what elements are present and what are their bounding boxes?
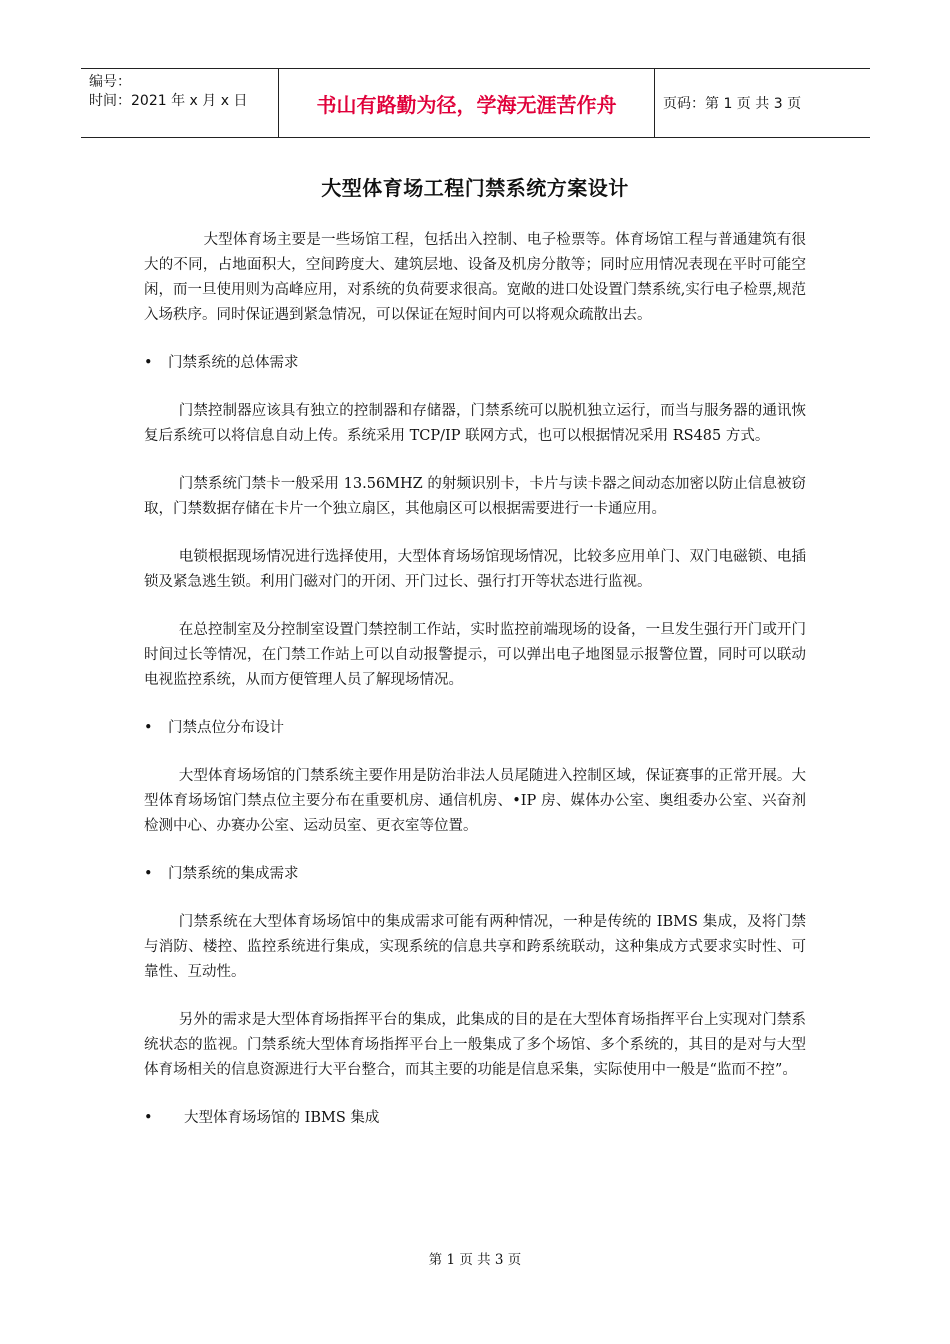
paragraph: 电锁根据现场情况进行选择使用，大型体育场场馆现场情况，比较多应用单门、双门电磁锁、电插锁及紧急逃生锁。利用门磁对门的开闭、开门过长、强行打开等状态进行监视。: [144, 549, 806, 590]
document-body: [144, 228, 806, 1154]
bullet-heading: [144, 862, 806, 887]
paragraph: 另外的需求是大型体育场指挥平台的集成，此集成的目的是在大型体育场指挥平台上实现对门禁系统状态的监视。门禁系统大型体育场指挥平台上一般集成了多个场馆、多个系统的，其目的是对与大型体育场相关的信息资源进行大平台整合，而其主要的功能是信息采集，实际使用中一般是“监而不控”。: [144, 1012, 806, 1078]
paragraph: 门禁系统门禁卡一般采用 13.56MHZ 的射频识别卡，卡片与读卡器之间动态加密以防止信息被窃取，门禁数据存储在卡片一个独立扇区，其他扇区可以根据需要进行一卡通应用。: [144, 476, 806, 517]
bullet-marker: •: [144, 866, 153, 882]
bullet-heading-text: 大型体育场场馆的 IBMS 集成: [184, 1110, 380, 1126]
time-label: 时间：2021 年 x 月 x 日: [89, 93, 248, 109]
header-page-info: 页码：第 1 页 共 3 页: [663, 96, 802, 112]
bullet-marker: •: [144, 720, 153, 736]
bullet-marker: •: [144, 355, 153, 371]
bullet-heading-text: 门禁系统的总体需求: [168, 355, 299, 371]
bullet-heading: [144, 1106, 806, 1131]
paragraph: 大型体育场场馆的门禁系统主要作用是防治非法人员尾随进入控制区域，保证赛事的正常开展。大型体育场场馆门禁点位主要分布在重要机房、通信机房、•IP 房、媒体办公室、奥组委办公室、兴奋剂检测中心、办赛办公室、运动员室、更衣室等位置。: [144, 768, 806, 834]
paragraph: 门禁控制器应该具有独立的控制器和存储器，门禁系统可以脱机独立运行，而当与服务器的通讯恢复后系统可以将信息自动上传。系统采用 TCP/IP 联网方式，也可以根据情况采用 RS485 方式。: [144, 403, 806, 444]
header-table: [81, 68, 870, 138]
paragraph: 门禁系统在大型体育场场馆中的集成需求可能有两种情况，一种是传统的 IBMS 集成，及将门禁与消防、楼控、监控系统进行集成，实现系统的信息共享和跨系统联动，这种集成方式要求实时性、可靠性、互动性。: [144, 914, 806, 980]
document-title: 大型体育场工程门禁系统方案设计: [321, 176, 629, 200]
bullet-marker: •: [144, 1110, 153, 1126]
bullet-heading-text: 门禁点位分布设计: [168, 720, 284, 736]
header-meta: [81, 69, 279, 137]
bullet-heading: [144, 716, 806, 741]
page-footer: 第 1 页 共 3 页: [428, 1252, 522, 1268]
number-label: 编号：: [89, 74, 131, 90]
bullet-heading: [144, 351, 806, 376]
bullet-heading-text: 门禁系统的集成需求: [168, 866, 299, 882]
header-motto: 书山有路勤为径，学海无涯苦作舟: [279, 69, 655, 137]
paragraph: 在总控制室及分控制室设置门禁控制工作站，实时监控前端现场的设备，一旦发生强行开门或开门时间过长等情况，在门禁工作站上可以自动报警提示，可以弹出电子地图显示报警位置，同时可以联动电视监控系统，从而方便管理人员了解现场情况。: [144, 622, 806, 688]
paragraph: 大型体育场主要是一些场馆工程，包括出入控制、电子检票等。体育场馆工程与普通建筑有很大的不同，占地面积大，空间跨度大、建筑层地、设备及机房分散等；同时应用情况表现在平时可能空闲，而一旦使用则为高峰应用，对系统的负荷要求很高。宽敞的进口处设置门禁系统,实行电子检票,规范入场秩序。同时保证遇到紧急情况，可以保证在短时间内可以将观众疏散出去。: [144, 232, 806, 323]
